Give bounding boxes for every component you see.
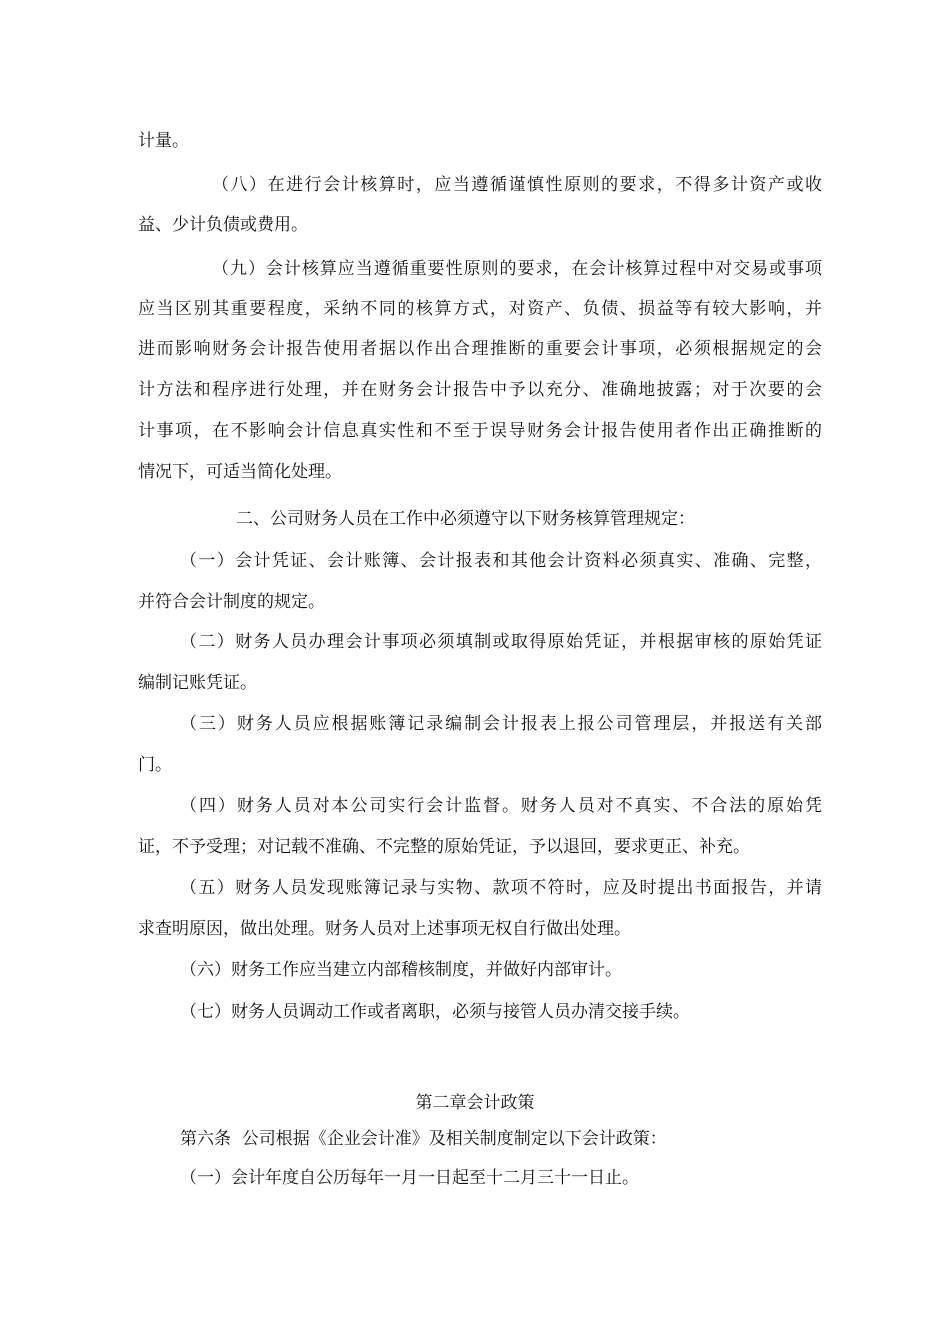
item-9-line-4: 计方法和程序进行处理，并在财务会计报告中予以充分、准确地披露；对于次要的会 xyxy=(138,380,822,400)
item-9-line-1: （九）会计核算应当遵循重要性原则的要求，在会计核算过程中对交易或事项 xyxy=(212,259,822,279)
item-9-line-5: 计事项，在不影响会计信息真实性和不至于误导财务会计报告使用者作出正确推断的 xyxy=(138,421,822,441)
rule-1-line-1: （一）会计凭证、会计账簿、会计报表和其他会计资料必须真实、准确、完整， xyxy=(180,551,822,571)
paragraph-continuation: 计量。 xyxy=(138,131,189,151)
rule-2-line-1: （二）财务人员办理会计事项必须填制或取得原始凭证，并根据审核的原始凭证 xyxy=(180,632,822,652)
policy-1: （一）会计年度自公历每年一月一日起至十二月三十一日止。 xyxy=(180,1168,639,1188)
item-8-line-2: 益、少计负债或费用。 xyxy=(138,215,308,235)
rule-2-line-2: 编制记账凭证。 xyxy=(138,673,257,693)
item-9-line-2: 应当区别其重要程度，采纳不同的核算方式，对资产、负债、损益等有较大影响，并 xyxy=(138,299,822,319)
article-6: 第六条 公司根据《企业会计准》及相关制度制定以下会计政策： xyxy=(180,1129,667,1149)
rule-4-line-2: 证，不予受理；对记载不准确、不完整的原始凭证，予以退回，要求更正、补充。 xyxy=(138,837,750,857)
rule-6: （六）财务工作应当建立内部稽核制度，并做好内部审计。 xyxy=(180,960,622,980)
rule-1-line-2: 并符合会计制度的规定。 xyxy=(138,592,325,612)
rule-7: （七）财务人员调动工作或者离职，必须与接管人员办清交接手续。 xyxy=(180,1002,690,1022)
rule-5-line-2: 求查明原因，做出处理。财务人员对上述事项无权自行做出处理。 xyxy=(138,919,631,939)
rule-3-line-1: （三）财务人员应根据账簿记录编制会计报表上报公司管理层，并报送有关部 xyxy=(180,714,822,734)
item-9-line-6: 情况下，可适当简化处理。 xyxy=(138,462,342,482)
section-2-heading: 二、公司财务人员在工作中必须遵守以下财务核算管理规定： xyxy=(236,509,695,529)
chapter-title: 第二章会计政策 xyxy=(415,1093,535,1113)
rule-5-line-1: （五）财务人员发现账簿记录与实物、款项不符时，应及时提出书面报告，并请 xyxy=(180,878,822,898)
rule-3-line-2: 门。 xyxy=(138,755,172,775)
item-9-line-3: 进而影响财务会计报告使用者据以作出合理推断的重要会计事项，必须根据规定的会 xyxy=(138,339,822,359)
item-8-line-1: （八）在进行会计核算时，应当遵循谨慎性原则的要求，不得多计资产或收 xyxy=(212,175,822,195)
rule-4-line-1: （四）财务人员对本公司实行会计监督。财务人员对不真实、不合法的原始凭 xyxy=(180,796,822,816)
